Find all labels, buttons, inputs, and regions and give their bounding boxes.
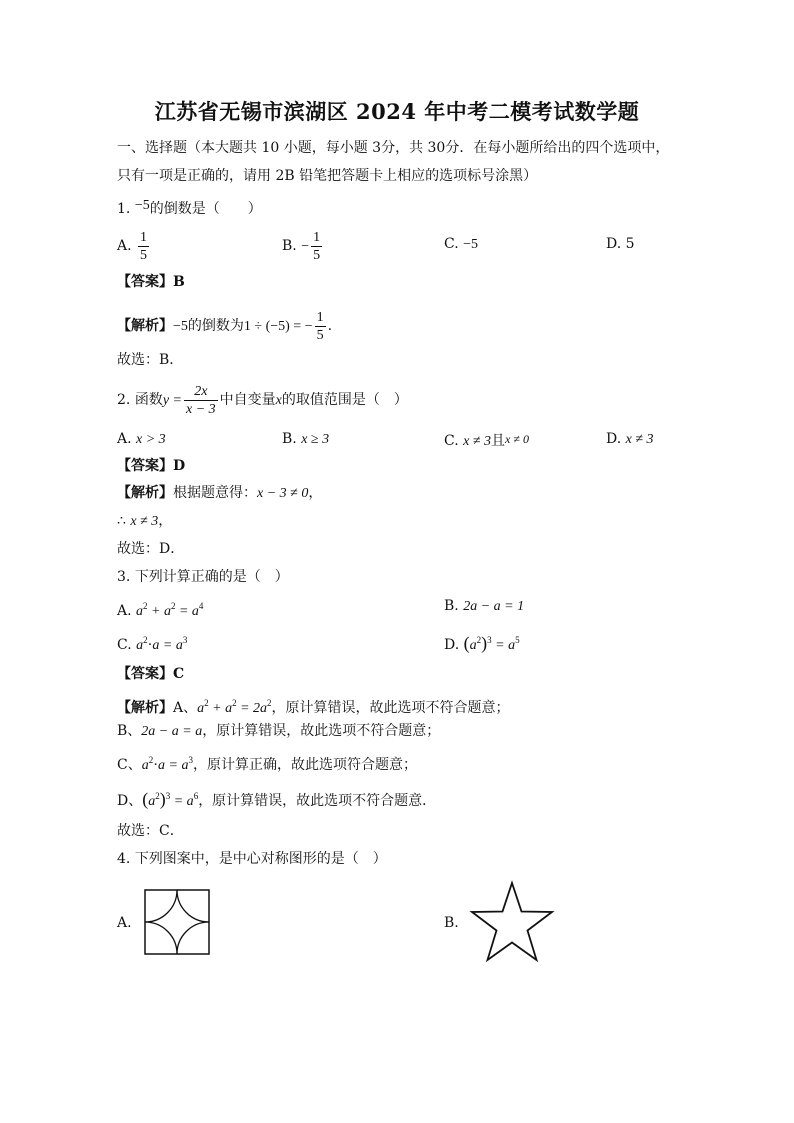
q2-therefore: ∴ x ≠ 3，	[117, 513, 173, 529]
q2-stem: 2. 函数y = $\frac{2x}{x - 3}$ 中自变量x的取值范围是（ ）	[117, 383, 408, 417]
q2-option-c: C. x ≠ 3且x ≠ 0	[444, 432, 529, 449]
page-title: 江苏省无锡市滨湖区 2024 年中考二模考试数学题	[154, 99, 640, 124]
q1-answer: 【答案】B	[117, 274, 185, 290]
q4-figure-a	[144, 889, 210, 955]
q1-number: 1.	[117, 201, 131, 217]
q4-stem: 4. 下列图案中，是中心对称图形的是（ ）	[117, 851, 387, 867]
q3-option-c: C. $a^2\cdot a = a^3$	[117, 635, 188, 653]
section-heading-line2: 只有一项是正确的，请用 2B 铅笔把答题卡上相应的选项标号涂黑）	[117, 168, 538, 184]
q2-answer: 【答案】D	[117, 458, 186, 474]
q3-analysis-a: 【解析】A、$a^2 + a^2 = 2a^2$，原计算错误，故此选项不符合题意；	[117, 698, 510, 716]
q1-option-a: A. $\frac{1}{5}$	[117, 229, 148, 263]
q4-option-b-label: B.	[444, 915, 459, 931]
q1-stem	[117, 196, 262, 219]
q4-option-a-label: A.	[117, 915, 132, 931]
q3-option-b: B. 2a − a = 1	[444, 598, 525, 614]
q2-option-a: A. x > 3	[117, 431, 166, 447]
q1-analysis: 【解析】−5的倒数为1 ÷ (−5) = − $\frac{1}{5}$ .	[117, 309, 333, 343]
q3-conclusion: 故选：C．	[117, 823, 184, 839]
q2-analysis: 【解析】根据题意得：x − 3 ≠ 0，	[117, 485, 323, 501]
q2-option-d: D. x ≠ 3	[606, 431, 654, 447]
q1-conclusion: 故选：B．	[117, 352, 184, 368]
q3-analysis-d: D、$(a^2)^3 = a^6$，原计算错误，故此选项不符合题意．	[117, 789, 437, 809]
q3-stem: 3. 下列计算正确的是（ ）	[117, 569, 289, 585]
q1-option-b: B. − $\frac{1}{5}$	[282, 229, 321, 263]
q2-option-b: B. x ≥ 3	[282, 431, 330, 447]
q3-analysis-c: C、$a^2\cdot a = a^3$，原计算正确，故此选项符合题意；	[117, 755, 417, 773]
q3-analysis-b: B、2a − a = a，原计算错误，故此选项不符合题意；	[117, 723, 441, 739]
q1-option-c: C. −5	[444, 236, 479, 252]
q1-text: 的倒数是（ ）	[149, 201, 262, 217]
q1-option-d: D. 5	[606, 236, 635, 252]
q3-option-a: A. $a^2 + a^2 = a^4$	[117, 601, 204, 619]
q1-expression: −5	[134, 198, 150, 213]
q3-answer: 【答案】C	[117, 666, 185, 682]
q2-conclusion: 故选：D．	[117, 541, 185, 557]
section-heading-line1: 一、选择题（本大题共 10 小题，每小题 3分，共 30分．在每小题所给出的四个选项中，	[117, 140, 670, 156]
q4-figure-b-star	[470, 882, 554, 962]
q3-option-d: D. $(a^2)^3 = a^5$	[444, 633, 520, 653]
